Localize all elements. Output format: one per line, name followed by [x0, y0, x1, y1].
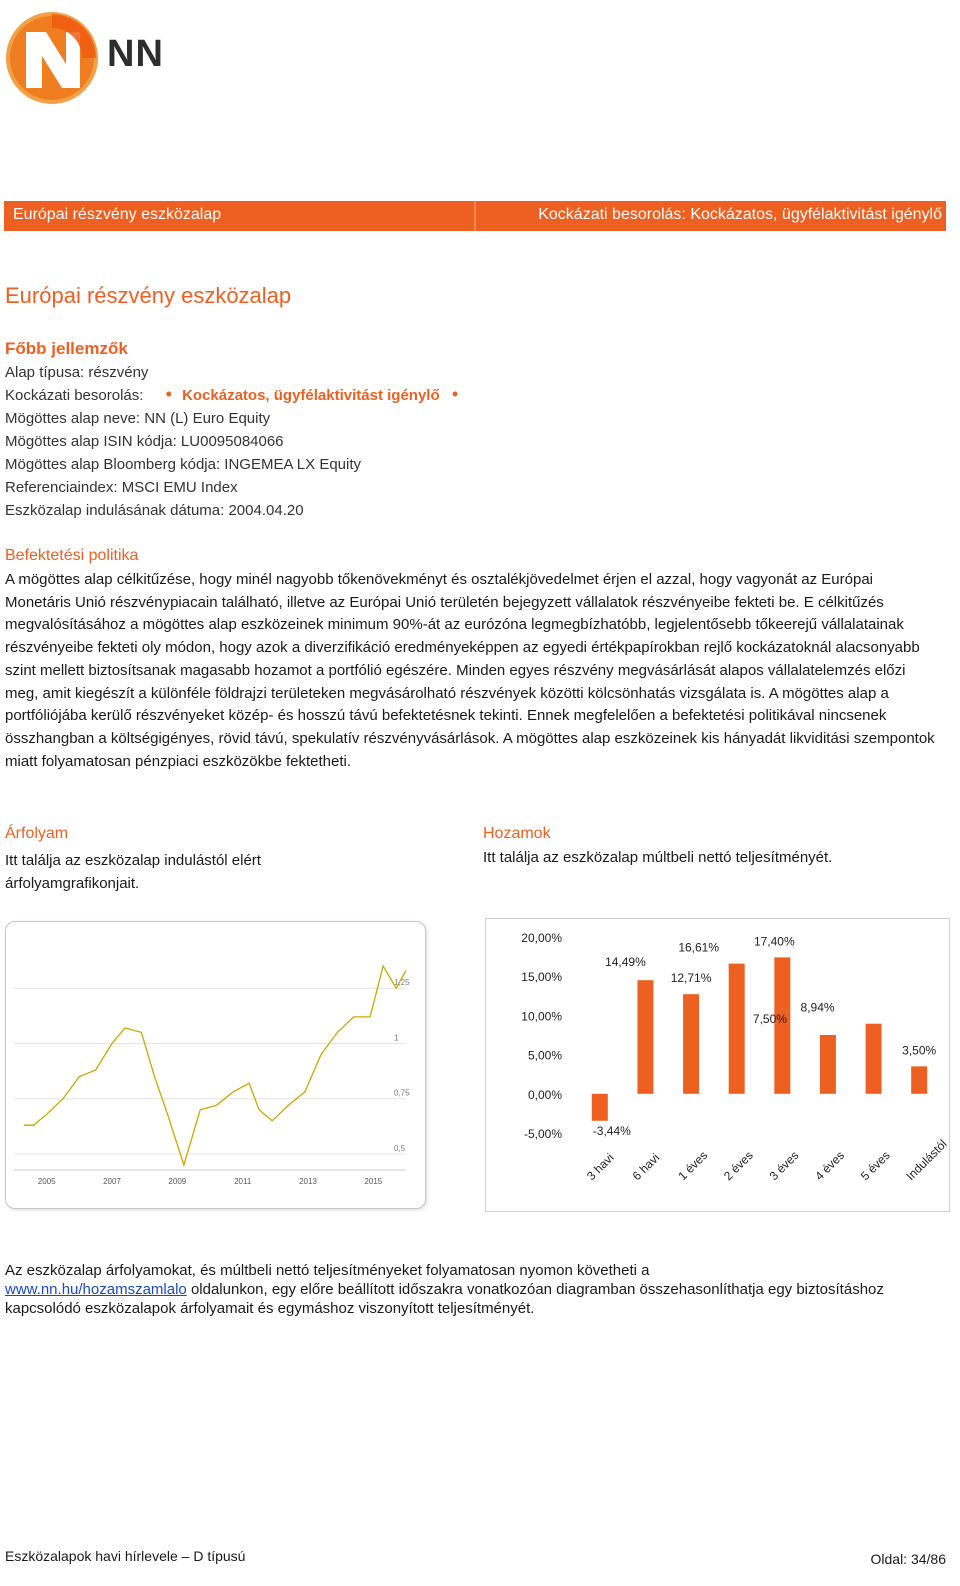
page-title: Európai részvény eszközalap: [5, 283, 292, 308]
benchmark-index: Referenciaindex: MSCI EMU Index: [5, 479, 238, 496]
bullet-icon: •: [451, 384, 459, 404]
nn-logo-mark: [4, 6, 104, 106]
price-series-line: [24, 966, 406, 1165]
tracking-note-text-2: oldalunkon, egy előre beállított időszakra vonatkozóan diagramban összehasonlíthatja egy biztosításhoz kapcsolódó eszközalapok árfolyamait és egymáshoz viszonyított teljesítményét.: [5, 1281, 884, 1317]
y-tick-label: 5,00%: [527, 1048, 562, 1063]
bar: [866, 1024, 882, 1094]
data-label: 3,50%: [902, 1043, 937, 1058]
data-label: 17,40%: [753, 934, 795, 949]
x-tick-label: 2013: [299, 1177, 317, 1186]
data-label: 8,94%: [800, 1000, 835, 1015]
y-tick-label: 20,00%: [521, 931, 562, 945]
category-label: 2 éves: [720, 1148, 756, 1184]
features-heading: Főbb jellemzők: [5, 339, 128, 358]
fund-type: Alap típusa: részvény: [5, 364, 149, 381]
y-tick-label: -5,00%: [523, 1127, 562, 1141]
underlying-isin: Mögöttes alap ISIN kódja: LU0095084066: [5, 433, 284, 450]
y-tick-label: 1: [394, 1033, 399, 1043]
x-tick-label: 2005: [37, 1177, 56, 1186]
data-label: 16,61%: [678, 940, 720, 955]
x-tick-label: 2015: [364, 1177, 383, 1186]
category-label: 5 éves: [857, 1148, 893, 1184]
data-label: 12,71%: [670, 971, 712, 986]
risk-value: Kockázatos, ügyfélaktivitást igénylő: [182, 387, 440, 404]
bar: [820, 1035, 836, 1094]
underlying-fund-name: Mögöttes alap neve: NN (L) Euro Equity: [5, 410, 271, 427]
bar: [637, 980, 653, 1094]
y-tick-label: 15,00%: [521, 970, 562, 985]
data-label: 14,49%: [605, 955, 646, 970]
tracking-note-text: Az eszközalap árfolyamokat, és múltbeli nettó teljesítményeket folyamatosan nyomon követheti a: [5, 1262, 650, 1279]
bar: [683, 994, 699, 1094]
x-tick-label: 2007: [103, 1177, 121, 1186]
returns-calculator-link[interactable]: www.nn.hu/hozamszamlalo: [5, 1281, 187, 1298]
price-heading: Árfolyam: [5, 825, 69, 842]
category-label: 6 havi: [629, 1150, 663, 1184]
category-label: 3 havi: [584, 1150, 617, 1184]
returns-heading: Hozamok: [483, 825, 551, 842]
y-tick-label: 0,00%: [527, 1087, 562, 1102]
price-chart-frame: [5, 921, 426, 1209]
data-label: -3,44%: [592, 1123, 631, 1138]
bar: [911, 1066, 927, 1093]
underlying-bloomberg: Mögöttes alap Bloomberg kódja: INGEMEA LX Equity: [5, 456, 362, 473]
page-number: Oldal: 34/86: [870, 1551, 946, 1567]
category-label: Indulástól: [903, 1136, 949, 1184]
policy-text: A mögöttes alap célkitűzése, hogy minél nagyobb tőkenövekményt és osztalékjövedelmet érjen el azzal, hogy vagyonát az Európai Monetáris Unió részvénypiacain található, illetve az Európai Unió területén bejegyzett vállalatok részvényeibe fekteti be. E célkitűzés megvalósításához a mögöttes alap eszközeinek minimum 90%-át az eurózóna legmegbízhatóbb, legjelentősebb tőkeerejű vállalatainak részvényeibe fekteti oly módon, hogy azok a diverzifikáció eredményeképpen az egyedi értékpapírokban rejlő kockázatoknál alacsonyabb szint mellett biztosítsanak magasabb hozamot a portfólió egészére. Minden egyes részvény megvásárlását alapos vállalatelemzés előzi meg, amit kiegészít a különféle földrajzi területeken megvásárolható részvények közötti kölcsönhatás vizsgálata is. A mögöttes alap a portfóliójába kerülő részvényeket közép- és hosszú távú befektetésnek tekinti. Ennek megfelelően a befektetési politikával nincsenek összhangban a költségigényes, rövid távú, spekulatív részvényvásárlások. A mögöttes alap eszközeinek kis hányadát likviditási szempontok miatt folyamatosan pénzpiaci eszközökbe fektetheti.: [5, 571, 935, 770]
y-tick-label: 0,75: [394, 1088, 410, 1098]
bar: [592, 1094, 608, 1121]
returns-text: Itt találja az eszközalap múltbeli nettó teljesítményét.: [483, 849, 833, 866]
price-text: Itt találja az eszközalap indulástól elért árfolyamgrafikonjait.: [5, 852, 261, 892]
bar: [729, 964, 745, 1094]
y-tick-label: 0,5: [394, 1143, 406, 1153]
banner-divider: [474, 201, 476, 231]
category-label: 4 éves: [812, 1148, 848, 1184]
x-tick-label: 2011: [234, 1177, 252, 1186]
returns-chart: [486, 919, 949, 1211]
footer-publication: Eszközalapok havi hírlevele – D típusú: [5, 1548, 246, 1564]
brand-name: NN: [107, 33, 164, 75]
banner-fund-name: Európai részvény eszközalap: [13, 206, 222, 223]
data-label: 7,50%: [752, 1012, 787, 1026]
y-tick-label: 10,00%: [521, 1009, 562, 1024]
y-tick-label: 1,25: [394, 978, 410, 988]
category-label: 3 éves: [766, 1148, 802, 1184]
start-date: Eszközalap indulásának dátuma: 2004.04.20: [5, 502, 304, 519]
policy-heading: Befektetési politika: [5, 547, 139, 564]
bullet-icon: •: [165, 384, 172, 404]
banner-risk-class: Kockázati besorolás: Kockázatos, ügyfélaktivitást igénylő: [538, 206, 942, 223]
returns-chart-frame: [485, 918, 950, 1212]
risk-label: Kockázati besorolás:: [5, 387, 144, 404]
category-label: 1 éves: [675, 1148, 711, 1184]
price-chart: [6, 922, 425, 1208]
tracking-note: [5, 1261, 940, 1318]
x-tick-label: 2009: [168, 1177, 187, 1186]
risk-row: [5, 384, 459, 404]
